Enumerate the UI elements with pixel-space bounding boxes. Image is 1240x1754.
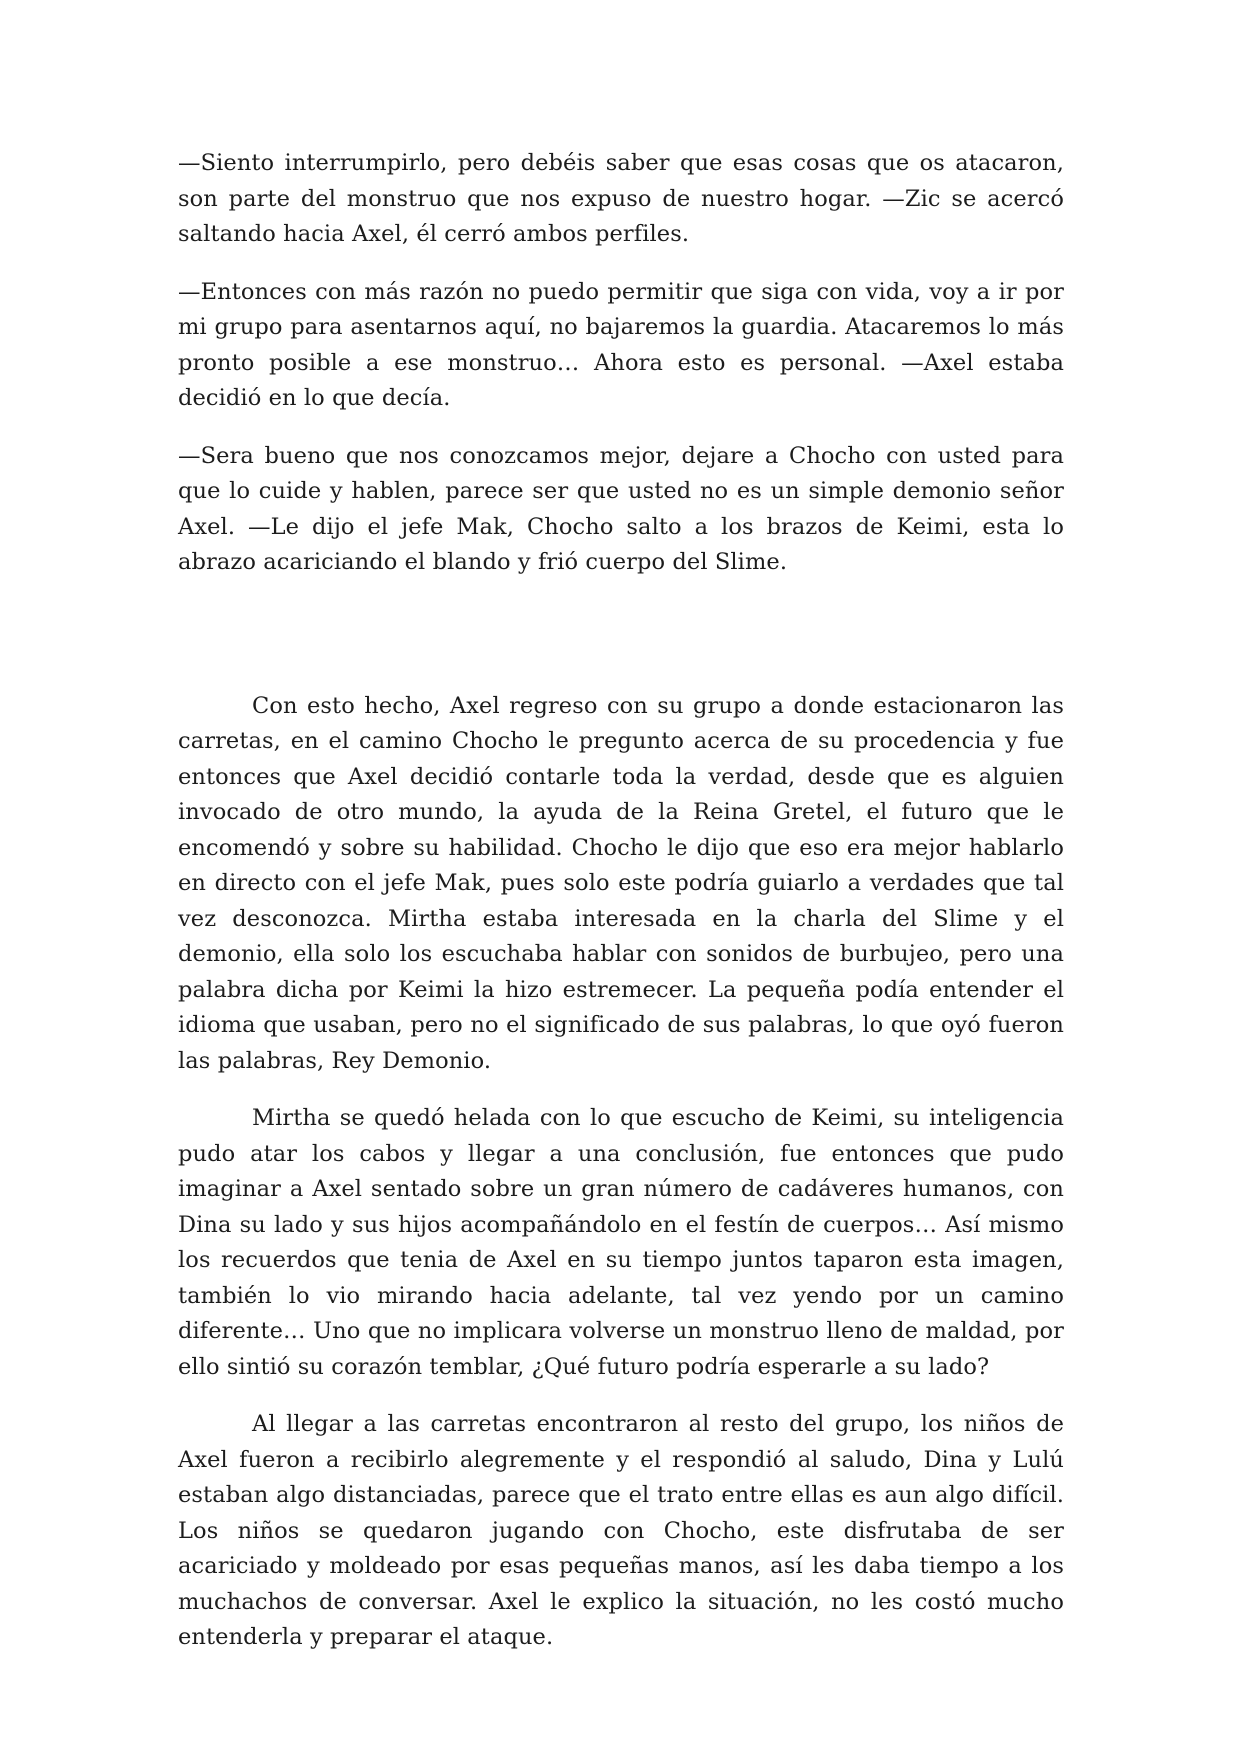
section-break — [178, 603, 1064, 689]
dialogue-paragraph: —Sera bueno que nos conozcamos mejor, dejare a Chocho con usted para que lo cuide y hablen, parece ser que usted no es un simple demonio señor Axel. —Le dijo el jefe Mak, Chocho salto a los brazos de Keimi, esta lo abrazo acariciando el blando y frió cuerpo del Slime. — [178, 442, 1064, 575]
narrative-paragraph: Al llegar a las carretas encontraron al resto del grupo, los niños de Axel fueron a recibirlo alegremente y el respondió al saludo, Dina y Lulú estaban algo distanciadas, parece que el trato entre ellas es aun algo difícil. Los niños se quedaron jugando con Chocho, este disfrutaba de ser acariciado y moldeado por esas pequeñas manos, así les daba tiempo a los muchachos de conversar. Axel le explico la situación, no les costó mucho entenderla y preparar el ataque. — [178, 1411, 1064, 1650]
dialogue-paragraph: —Entonces con más razón no puedo permitir que siga con vida, voy a ir por mi grupo para asentarnos aquí, no bajaremos la guardia. Atacaremos lo más pronto posible a ese monstruo… Ahora esto es personal. —Axel estaba decidió en lo que decía. — [178, 278, 1064, 411]
body-text — [178, 146, 1064, 1678]
narrative-paragraph: Mirtha se quedó helada con lo que escucho de Keimi, su inteligencia pudo atar los cabos y llegar a una conclusión, fue entonces que pudo imaginar a Axel sentado sobre un gran número de cadáveres humanos, con Dina su lado y sus hijos acompañándolo en el festín de cuerpos… Así mismo los recuerdos que tenia de Axel en su tiempo juntos taparon esta imagen, también lo vio mirando hacia adelante, tal vez yendo por un camino diferente… Uno que no implicara volverse un monstruo lleno de maldad, por ello sintió su corazón temblar, ¿Qué futuro podría esperarle a su lado? — [178, 1105, 1064, 1380]
dialogue-paragraph: —Siento interrumpirlo, pero debéis saber que esas cosas que os atacaron, son parte del monstruo que nos expuso de nuestro hogar. —Zic se acercó saltando hacia Axel, él cerró ambos perfiles. — [178, 150, 1064, 247]
narrative-paragraph: Con esto hecho, Axel regreso con su grupo a donde estacionaron las carretas, en el camino Chocho le pregunto acerca de su procedencia y fue entonces que Axel decidió contarle toda la verdad, desde que es alguien invocado de otro mundo, la ayuda de la Reina Gretel, el futuro que le encomendó y sobre su habilidad. Chocho le dijo que eso era mejor hablarlo en directo con el jefe Mak, pues solo este podría guiarlo a verdades que tal vez desconozca. Mirtha estaba interesada en la charla del Slime y el demonio, ella solo los escuchaba hablar con sonidos de burbujeo, pero una palabra dicha por Keimi la hizo estremecer. La pequeña podía entender el idioma que usaban, pero no el significado de sus palabras, lo que oyó fueron las palabras, Rey Demonio. — [178, 692, 1064, 1074]
